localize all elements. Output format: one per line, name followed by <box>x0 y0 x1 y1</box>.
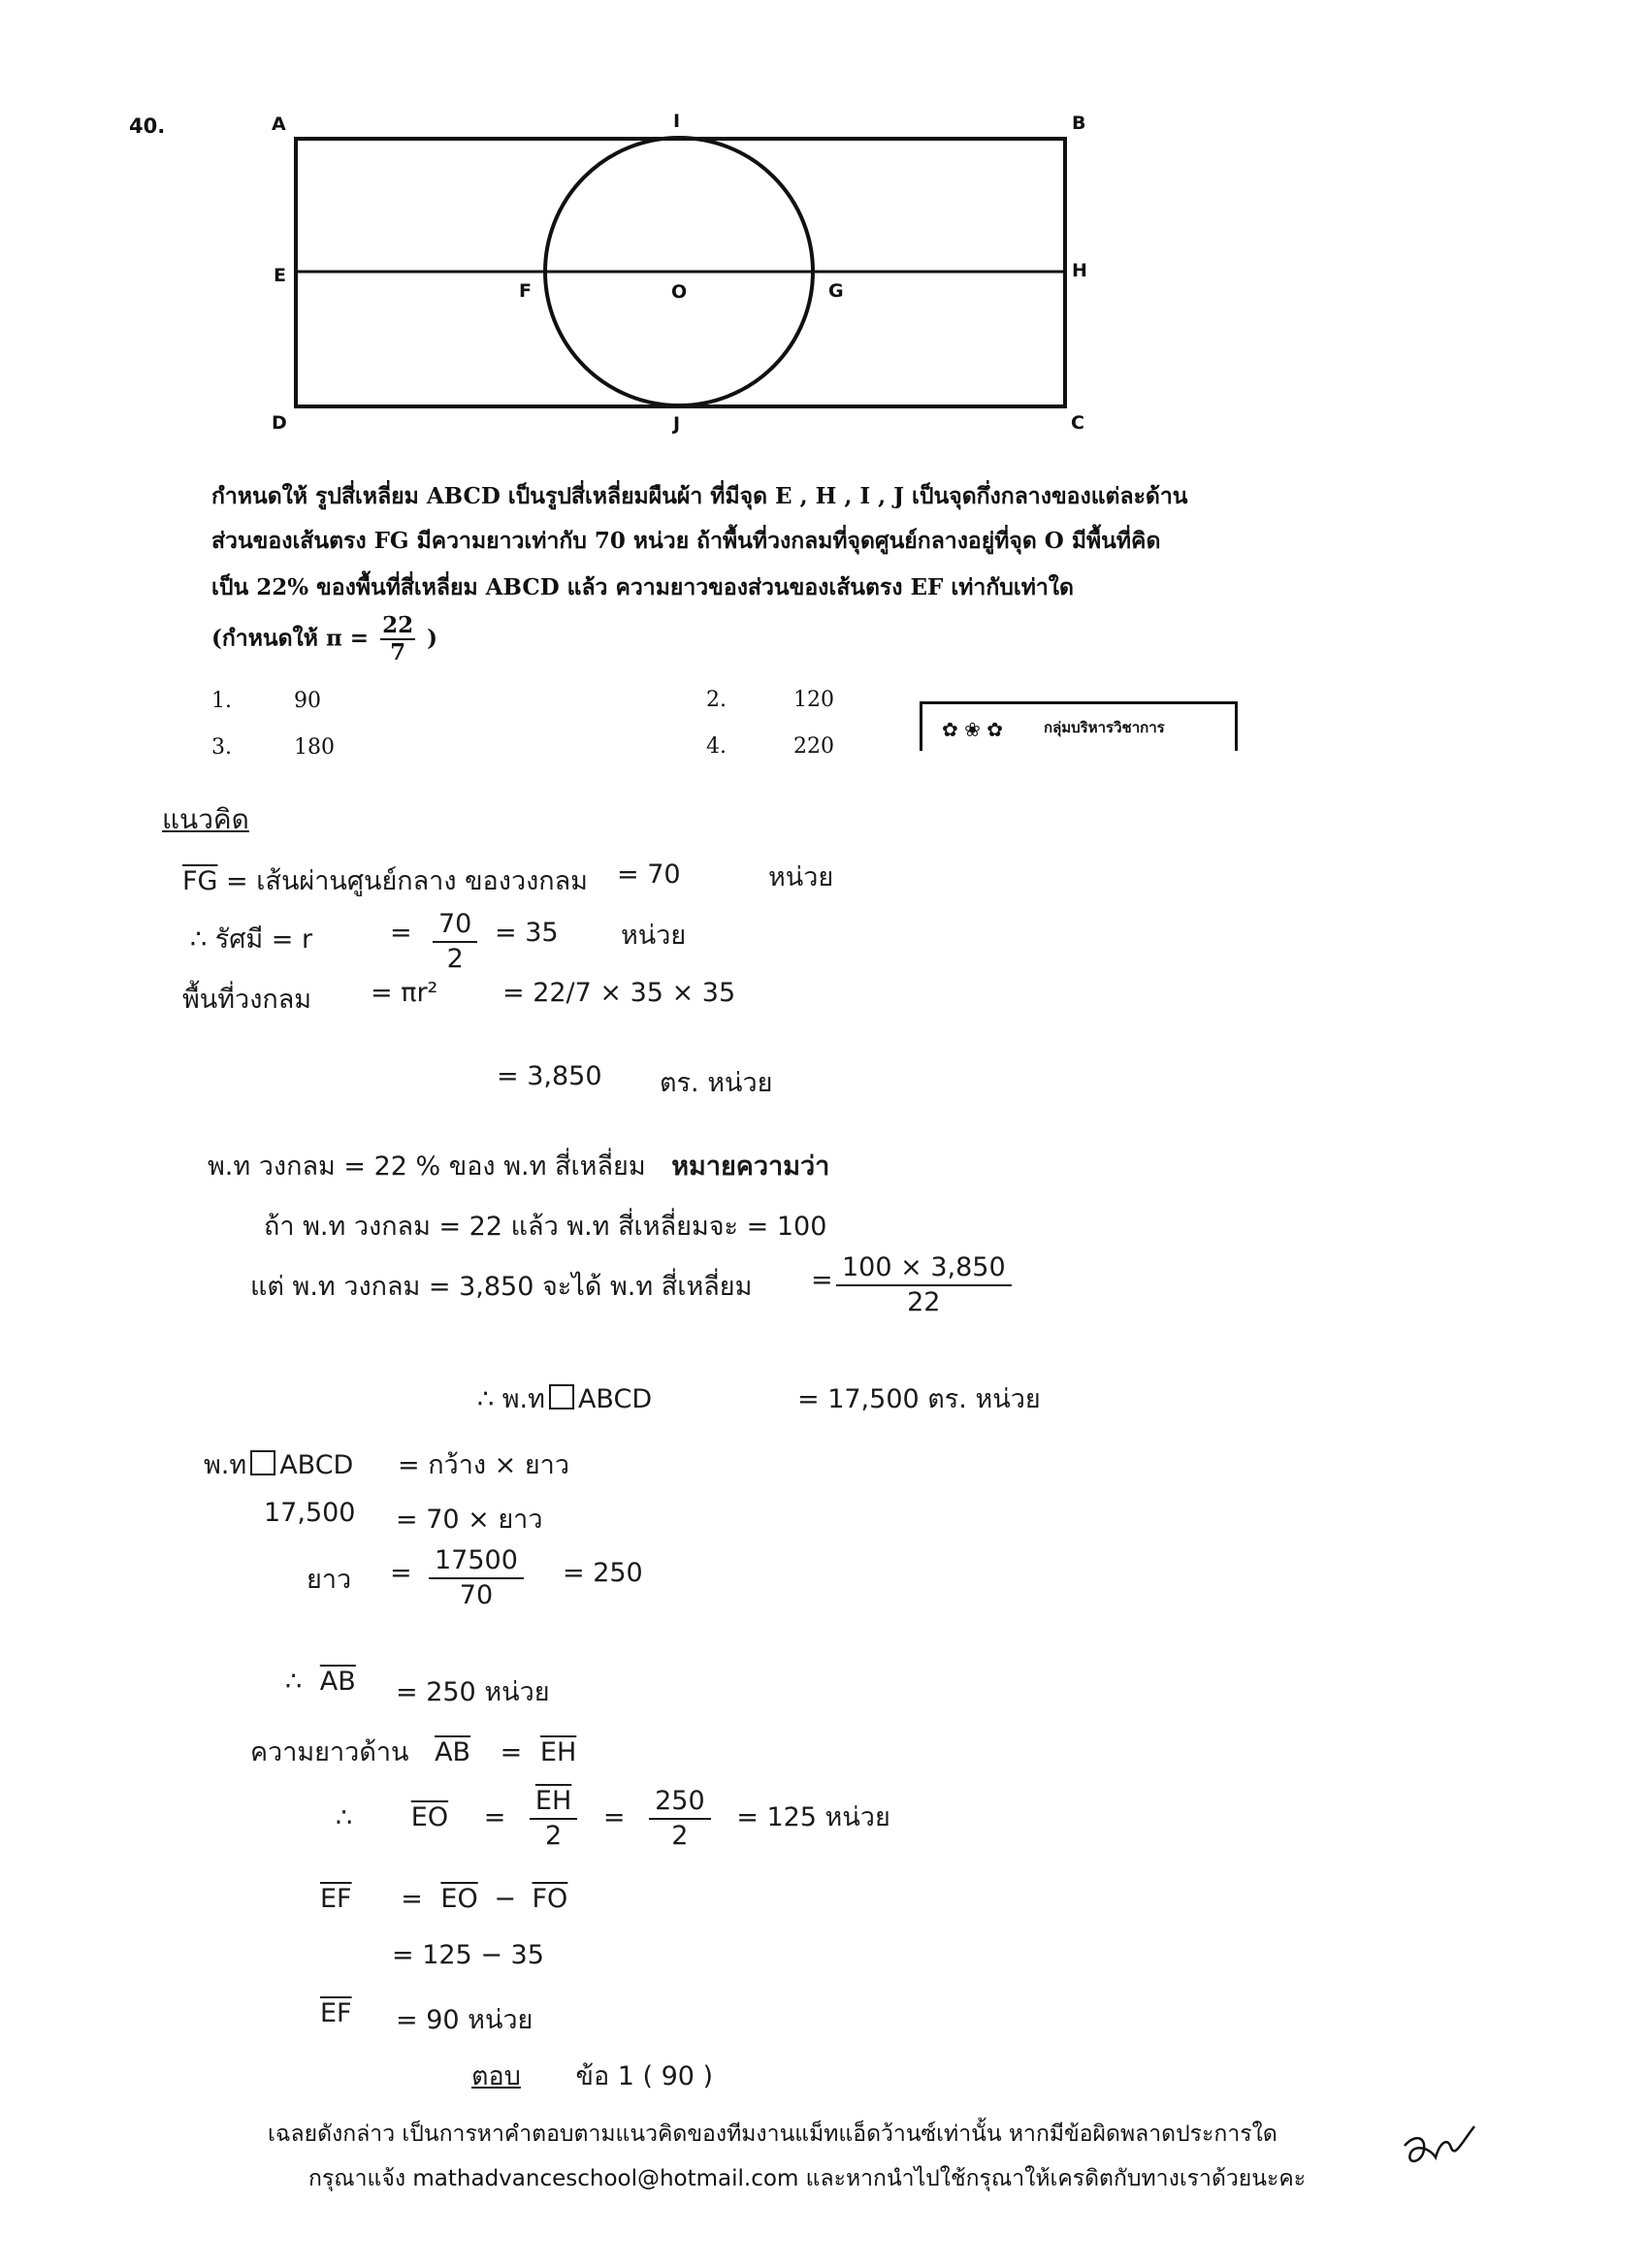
square-area-fraction <box>830 1251 1018 1319</box>
eh-den: 2 <box>545 1820 563 1851</box>
radius-num: 70 <box>433 908 477 943</box>
ef-formula <box>320 1884 567 1914</box>
eo-value: = 125 หน่วย <box>736 1802 890 1833</box>
school-stamp <box>920 701 1238 751</box>
question-text-line-3: เป็น 22% ของพื้นที่สี่เหลี่ยม ABCD แล้ว ความยาวของส่วนของเส้นตรง EF เท่ากับเท่าใด <box>211 574 1074 600</box>
therefore-symbol-2: ∴ <box>336 1802 353 1833</box>
segment-eo: $\overline{EO}$ <box>410 1802 449 1833</box>
point-h-label: H <box>1072 260 1087 281</box>
option-3-value: 180 <box>294 735 335 760</box>
footer-line-2: กรุณาแจ้ง mathadvanceschool@hotmail.com และหากนำไปใช้กรุณาให้เครดิตกับทางเราด้วยนะคะ <box>308 2166 1307 2191</box>
point-a-label: A <box>272 113 286 135</box>
option-2-number: 2. <box>706 688 727 712</box>
option-4-value: 220 <box>793 734 834 759</box>
ab-length-value: = 250 หน่วย <box>396 1677 550 1707</box>
minus-sign: − <box>494 1884 516 1914</box>
radius-eq: = <box>390 918 412 948</box>
ef-result-value: = 90 หน่วย <box>396 2005 534 2035</box>
pi-numerator: 22 <box>380 613 415 640</box>
signature-mark <box>1397 2115 1484 2183</box>
point-o-label: O <box>671 281 688 303</box>
radius-value: = 35 <box>495 918 559 948</box>
eo-frac-den: 2 <box>671 1820 689 1851</box>
eo-frac-num: 250 <box>649 1785 711 1820</box>
percent-text: พ.ท วงกลม = 22 % ของ พ.ท สี่เหลี่ยม <box>208 1151 646 1182</box>
segment-ef: $\overline{EF}$ <box>320 1884 352 1914</box>
eh-num: $\overline{EH}$ <box>530 1785 577 1820</box>
answer-text: ข้อ 1 ( 90 ) <box>575 2061 714 2091</box>
percent-relation <box>208 1145 829 1186</box>
square-area-eq: = <box>811 1265 833 1295</box>
stamp-text: กลุ่มบริหารวิชาการ <box>1044 719 1165 736</box>
square-frac-num: 100 × 3,850 <box>836 1251 1012 1286</box>
radius-label: ∴ รัศมี = r <box>190 924 313 955</box>
meaning-text: หมายความว่า <box>671 1151 830 1182</box>
segment-fo: $\overline{FO}$ <box>532 1884 568 1914</box>
side-length-label: ความยาวด้าน <box>250 1737 409 1767</box>
ef-subtraction: = 125 − 35 <box>392 1940 544 1970</box>
option-1-number: 1. <box>211 689 232 713</box>
area-value-lhs: 17,500 <box>264 1498 356 1528</box>
abcd-area-formula-label <box>204 1443 353 1485</box>
abcd-area-formula: = กว้าง × ยาว <box>398 1450 569 1480</box>
question-text-line-2: ส่วนของเส้นตรง FG มีความยาวเท่ากับ 70 หน่วย ถ้าพื้นที่วงกลมที่จุดศูนย์กลางอยู่ที่จุด O มีพื้นที่คิด <box>211 528 1161 554</box>
pi-note-suffix: ) <box>427 625 437 652</box>
ab-equals-eh <box>250 1731 576 1772</box>
radius-unit: หน่วย <box>621 921 687 951</box>
final-answer <box>471 2055 713 2096</box>
circle-area-formula: = πr² <box>371 978 438 1008</box>
answer-label: ตอบ <box>471 2061 521 2091</box>
fg-value: = 70 <box>617 859 681 890</box>
area-value-rhs: = 70 × ยาว <box>396 1505 543 1535</box>
point-j-label: J <box>673 413 681 435</box>
abcd-label-2: ABCD <box>279 1450 354 1480</box>
segment-ef-2: $\overline{EF}$ <box>320 1998 352 2028</box>
point-c-label: C <box>1071 412 1084 434</box>
ef-result <box>320 1998 352 2028</box>
length-eq: = <box>390 1558 412 1588</box>
footer-line-1: เฉลยดังกล่าว เป็นการหาคำตอบตามแนวคิดของทีมงานแม็ทแอ็ดว้านซ์เท่านั้น หากมีข้อผิดพลาดประการใด <box>268 2122 1277 2147</box>
eo-eq: = <box>483 1802 506 1833</box>
point-i-label: I <box>673 111 681 132</box>
abcd-pt-label: พ.ท <box>204 1450 247 1480</box>
solution-heading: แนวคิด <box>162 803 249 835</box>
diameter-text: = เส้นผ่านศูนย์กลาง ของวงกลม <box>217 866 588 896</box>
ef-eq: = <box>401 1884 423 1914</box>
therefore-symbol: ∴ <box>285 1667 303 1697</box>
eo-eq-2: = <box>602 1802 626 1833</box>
question-text-line-1: กำหนดให้ รูปสี่เหลี่ยม ABCD เป็นรูปสี่เหลี่ยมผืนผ้า ที่มีจุด E , H , I , J เป็นจุดกึ่งกลางของแต่ละด้าน <box>211 483 1188 509</box>
square-frac-den: 22 <box>907 1286 941 1317</box>
square-symbol-icon <box>250 1450 275 1475</box>
segment-ab-2: $\overline{AB}$ <box>435 1737 471 1767</box>
segment-fg: $\overline{FG}$ <box>182 866 218 896</box>
solution-line-1 <box>182 859 588 901</box>
length-label: ยาว <box>307 1565 352 1595</box>
square-symbol-icon <box>549 1384 574 1409</box>
option-3-number: 3. <box>211 735 232 760</box>
circle-area-label: พื้นที่วงกลม <box>182 985 312 1015</box>
ratio-statement: ถ้า พ.ท วงกลม = 22 แล้ว พ.ท สี่เหลี่ยมจะ = 100 <box>264 1212 827 1242</box>
length-fraction <box>423 1544 530 1612</box>
abcd-area-value: = 17,500 ตร. หน่วย <box>797 1384 1041 1414</box>
circle-area-unit: ตร. หน่วย <box>660 1068 773 1098</box>
length-num: 17500 <box>429 1544 524 1579</box>
fg-unit: หน่วย <box>768 862 834 892</box>
pi-note <box>211 613 437 666</box>
abcd-area-result <box>477 1377 652 1419</box>
option-1-value: 90 <box>294 689 321 713</box>
point-g-label: G <box>828 280 844 302</box>
point-f-label: F <box>519 280 532 302</box>
length-den: 70 <box>459 1579 494 1610</box>
point-d-label: D <box>272 412 287 434</box>
abcd-area-label: ∴ พ.ท <box>477 1384 545 1414</box>
point-b-label: B <box>1072 113 1086 134</box>
circle-area-result: = 3,850 <box>497 1061 602 1091</box>
radius-den: 2 <box>446 943 464 974</box>
option-2-value: 120 <box>793 688 834 712</box>
point-e-label: E <box>274 265 286 286</box>
length-value: = 250 <box>563 1558 643 1588</box>
segment-eo-2: $\overline{EO}$ <box>440 1884 478 1914</box>
option-4-number: 4. <box>706 734 727 759</box>
segment-ab: $\overline{AB}$ <box>319 1667 356 1697</box>
pi-fraction <box>380 613 415 666</box>
question-number: 40. <box>129 114 166 138</box>
pi-denominator: 7 <box>390 639 406 666</box>
square-area-derivation: แต่ พ.ท วงกลม = 3,850 จะได้ พ.ท สี่เหลี่ยม <box>250 1272 753 1302</box>
circle-area-substitution: = 22/7 × 35 × 35 <box>502 978 736 1008</box>
segment-eh: $\overline{EH}$ <box>539 1737 577 1767</box>
eo-derivation <box>336 1785 890 1853</box>
geometry-figure <box>0 0 1649 456</box>
flower-emblem-icon: ✿ ❀ ✿ <box>942 718 1003 741</box>
pi-note-prefix: (กำหนดให้ π = <box>211 625 370 652</box>
radius-fraction <box>427 908 483 976</box>
ab-length <box>285 1667 356 1697</box>
abcd-label: ABCD <box>577 1384 653 1414</box>
ab-eh-eq: = <box>500 1737 523 1767</box>
